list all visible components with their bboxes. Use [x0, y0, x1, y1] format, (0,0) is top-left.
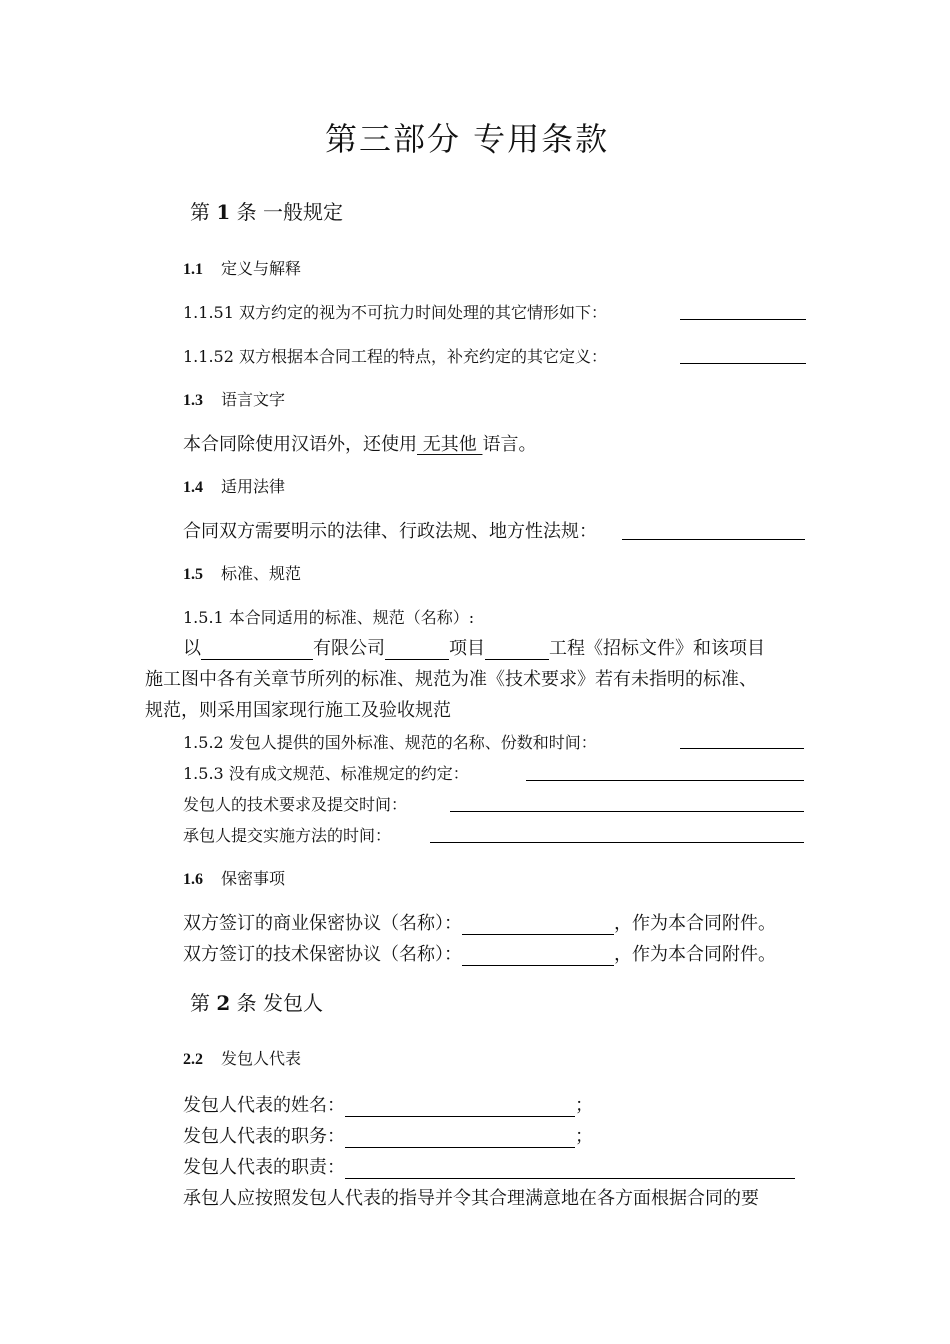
fill-blank-rep-duty[interactable]	[345, 1160, 795, 1179]
fill-blank-commercial-agreement[interactable]	[462, 916, 614, 935]
section-1-3: 1.3 语言文字	[183, 390, 286, 409]
fill-blank-tech-requirement[interactable]	[450, 811, 804, 812]
standard-line-3: 规范，则采用国家现行施工及验收规范	[145, 700, 451, 721]
fill-blank-rep-name[interactable]	[345, 1098, 575, 1117]
article-number: 1	[216, 200, 231, 224]
section-1-1: 1.1 定义与解释	[183, 259, 302, 278]
article-1-heading	[190, 196, 343, 225]
fill-blank-1-1-52[interactable]	[680, 363, 806, 364]
article-title: 条 发包人	[230, 991, 323, 1015]
clause-1-1-51: 1.1.51 双方约定的视为不可抗力时间处理的其它情形如下：	[183, 303, 607, 322]
section-2-2: 2.2 发包人代表	[183, 1049, 302, 1068]
fill-blank-1-1-51[interactable]	[680, 319, 806, 320]
representative-duty: 发包人代表的职责：	[183, 1153, 795, 1179]
fill-blank-1-5-3[interactable]	[526, 780, 804, 781]
law-clause: 合同双方需要明示的法律、行政法规、地方性法规：	[183, 521, 597, 542]
fill-blank-works[interactable]	[485, 641, 549, 660]
section-1-5: 1.5 标准、规范	[183, 564, 302, 583]
section-1-6: 1.6 保密事项	[183, 869, 286, 888]
article-title: 条 一般规定	[230, 200, 343, 224]
fill-blank-law[interactable]	[622, 539, 805, 540]
language-clause: 本合同除使用汉语外，还使用 无其他 语言。	[183, 434, 537, 455]
fill-blank-project[interactable]	[385, 641, 449, 660]
contractor-obligation-text: 承包人应按照发包人代表的指导并令其合理满意地在各方面根据合同的要	[183, 1188, 759, 1209]
page-title: 第三部分 专用条款	[325, 120, 610, 158]
fill-blank-technical-agreement[interactable]	[462, 947, 614, 966]
standard-line-1: 以 有限公司 项目 工程《招标文件》和该项目	[183, 638, 765, 659]
section-1-4: 1.4 适用法律	[183, 477, 286, 496]
implementation-clause: 承包人提交实施方法的时间：	[183, 826, 392, 845]
clause-1-5-2: 1.5.2 发包人提供的国外标准、规范的名称、份数和时间：	[183, 733, 597, 752]
representative-name: 发包人代表的姓名： ；	[183, 1095, 593, 1116]
article-prefix: 第	[190, 991, 217, 1015]
fill-blank-rep-title[interactable]	[345, 1129, 575, 1148]
language-value[interactable]: 无其他	[417, 434, 483, 455]
standard-line-2: 施工图中各有关章节所列的标准、规范为准《技术要求》若有未指明的标准、	[145, 669, 757, 690]
fill-blank-1-5-2[interactable]	[680, 748, 804, 749]
tech-requirement-clause: 发包人的技术要求及提交时间：	[183, 795, 408, 814]
fill-blank-company[interactable]	[201, 641, 313, 660]
clause-1-5-3: 1.5.3 没有成文规范、标准规定的约定：	[183, 764, 469, 783]
article-prefix: 第	[190, 200, 217, 224]
fill-blank-implementation[interactable]	[430, 842, 804, 843]
representative-title: 发包人代表的职务： ；	[183, 1126, 593, 1147]
article-2-heading	[190, 987, 323, 1016]
clause-1-1-52: 1.1.52 双方根据本合同工程的特点，补充约定的其它定义：	[183, 347, 607, 366]
confidentiality-technical: 双方签订的技术保密协议（名称）： ，作为本合同附件。	[183, 944, 776, 965]
article-number: 2	[216, 991, 231, 1015]
clause-1-5-1: 1.5.1 本合同适用的标准、规范（名称）:	[183, 608, 475, 627]
confidentiality-commercial: 双方签订的商业保密协议（名称）： ，作为本合同附件。	[183, 913, 776, 934]
